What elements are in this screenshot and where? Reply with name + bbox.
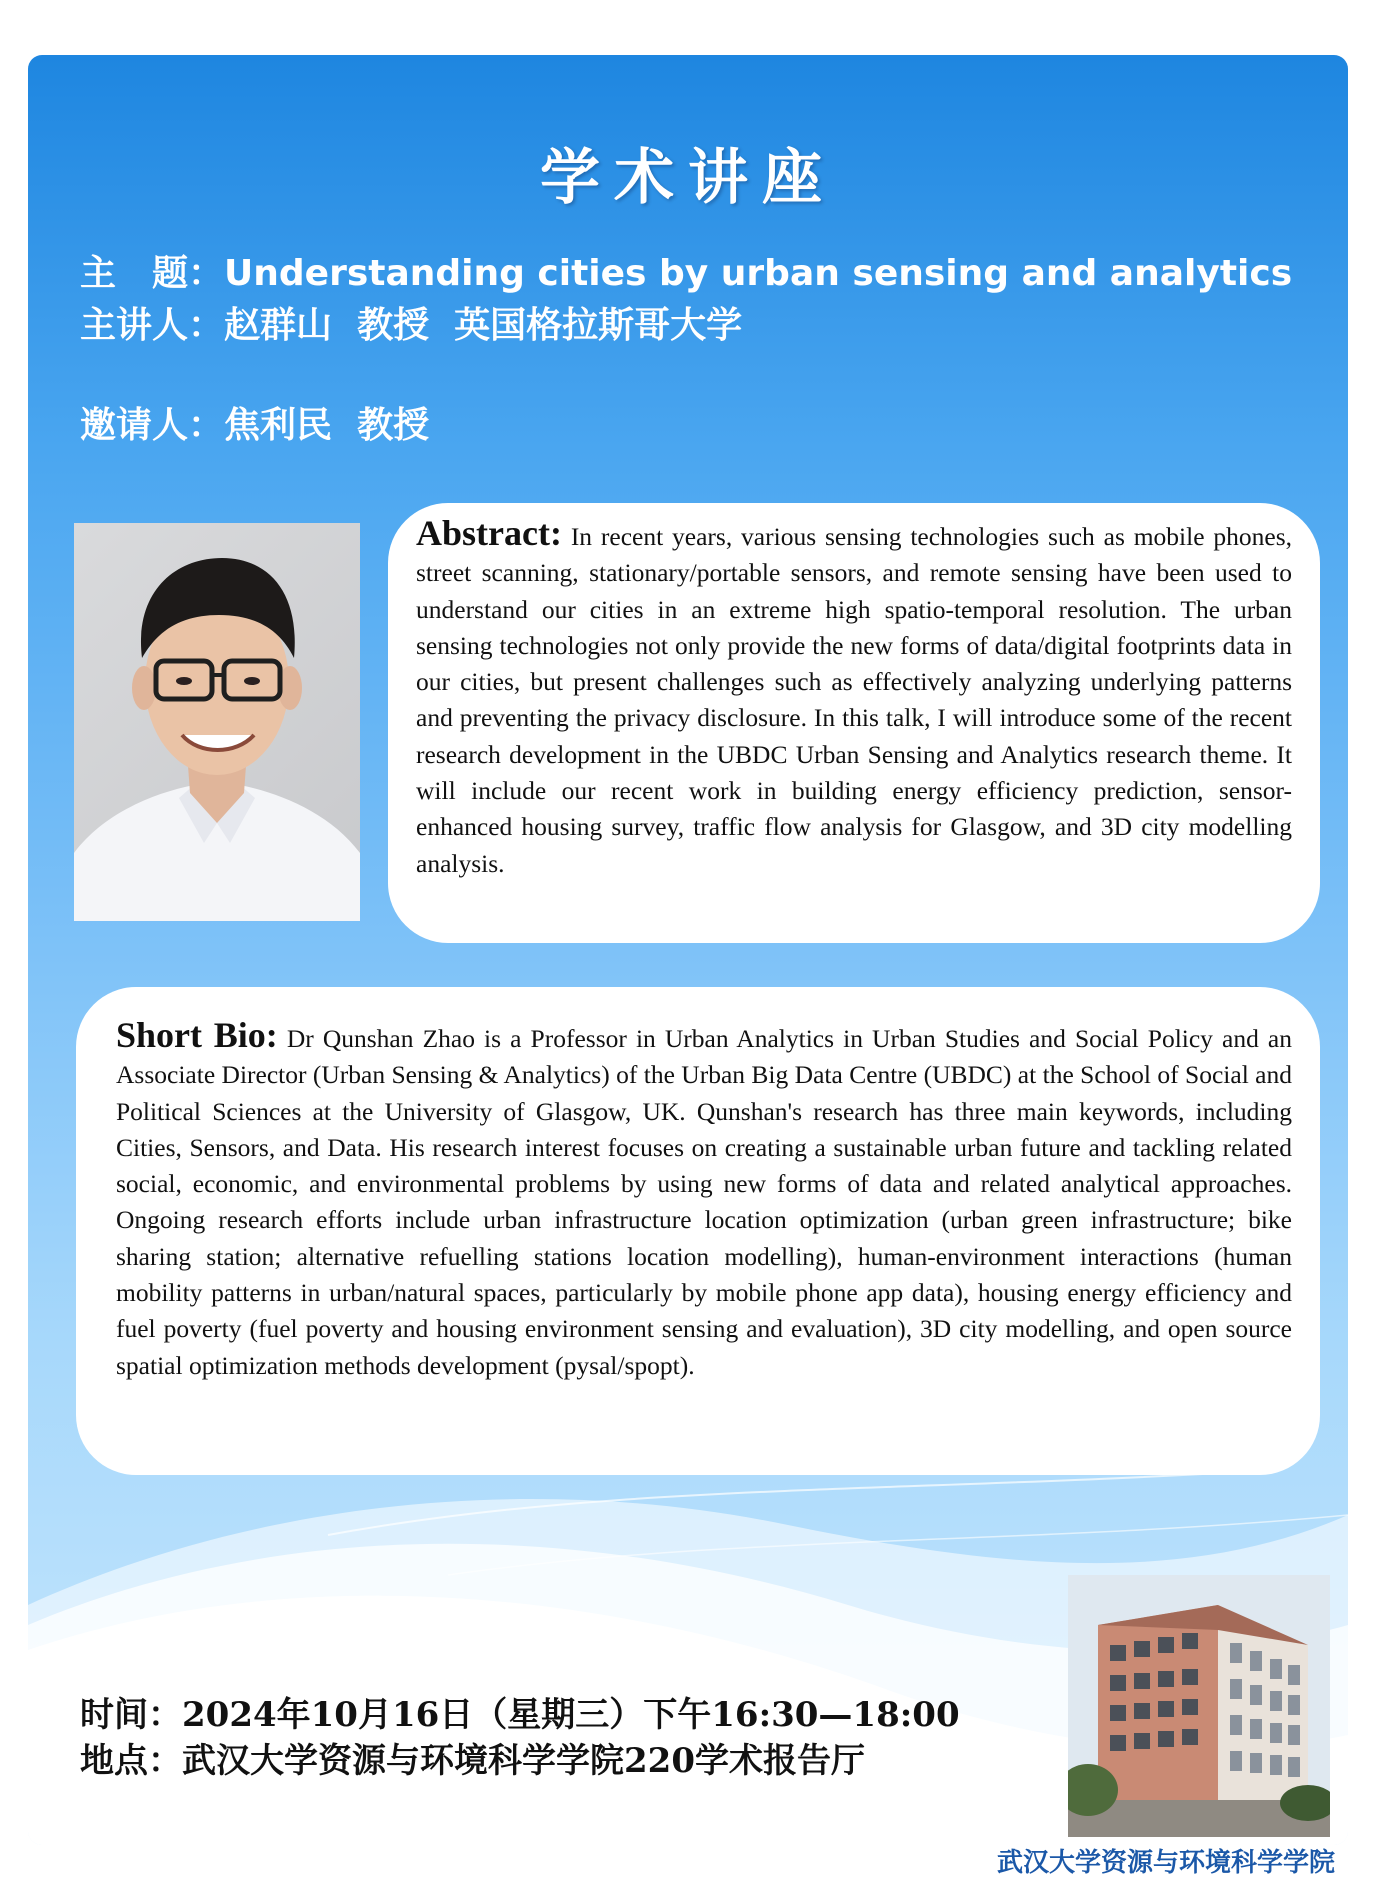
building-image — [1068, 1575, 1330, 1837]
speaker-photo — [74, 523, 360, 921]
footer-institution: 武汉大学资源与环境科学学院 — [996, 1848, 1335, 1878]
speaker-line — [80, 297, 742, 348]
abstract-text: In recent years, various sensing technologies such as mobile phones, street scanning, stationary/portable sensors, and remote sensing have been used to understand our cities in an extreme high spatio-temporal resolution. The urban sensing technologies not only provide the new forms of data/digital footprints data in our cities, but present challenges such as effectively analyzing underlying patterns and preventing the privacy disclosure. In this talk, I will introduce some of the recent research development in the UBDC Urban Sensing and Analytics research theme. It will include our recent work in building energy efficiency prediction, sensor-enhanced housing survey, traffic flow analysis for Glasgow, and 3D city modelling analysis. — [416, 522, 1293, 878]
speaker-label: 主讲人： — [80, 305, 225, 346]
place-label: 地点： — [80, 1741, 182, 1781]
building-photo — [1068, 1575, 1330, 1837]
time-value: 2024年10月16日（星期三）下午16:30—18:00 — [182, 1695, 960, 1735]
time-line — [80, 1687, 960, 1736]
poster — [28, 55, 1348, 1845]
time-label: 时间： — [80, 1695, 182, 1735]
topic-line — [80, 245, 1292, 296]
bio-text: Dr Qunshan Zhao is a Professor in Urban Analytics in Urban Studies and Social Policy and an Associate Director (Urban Sensing & Analytics) of the Urban Big Data Centre (UBDC) at the School of Social and Political Sciences at the University of Glasgow, UK. Qunshan's research has three main keywords, including Cities, Sensors, and Data. His research interest focuses on creating a sustainable urban future and tackling related social, economic, and environmental problems by using new forms of data and related analytical approaches. Ongoing research efforts include urban infrastructure location optimization (urban green infrastructure; bike sharing station; alternative refuelling stations location modelling), human-environment interactions (human mobility patterns in urban/natural spaces, particularly by mobile phone app data), housing energy efficiency and fuel poverty (fuel poverty and housing environment sensing and evaluation), 3D city modelling, and open source spatial optimization methods development (pysal/spopt). — [116, 1024, 1292, 1380]
bio-card — [76, 987, 1320, 1475]
inviter-value: 焦利民 教授 — [224, 405, 430, 446]
topic-value: Understanding cities by urban sensing and analytics — [224, 253, 1293, 294]
place-line — [80, 1733, 865, 1782]
abstract-card — [388, 503, 1320, 943]
topic-label: 主 题： — [80, 253, 225, 294]
inviter-label: 邀请人： — [80, 405, 225, 446]
place-value: 武汉大学资源与环境科学学院220学术报告厅 — [182, 1741, 865, 1781]
speaker-portrait-image — [74, 523, 360, 921]
bio-heading: Short Bio: — [116, 1015, 278, 1055]
inviter-line — [80, 397, 429, 448]
speaker-value: 赵群山 教授 英国格拉斯哥大学 — [224, 305, 743, 346]
page-title: 学术讲座 — [540, 143, 836, 213]
abstract-heading: Abstract: — [416, 513, 562, 553]
